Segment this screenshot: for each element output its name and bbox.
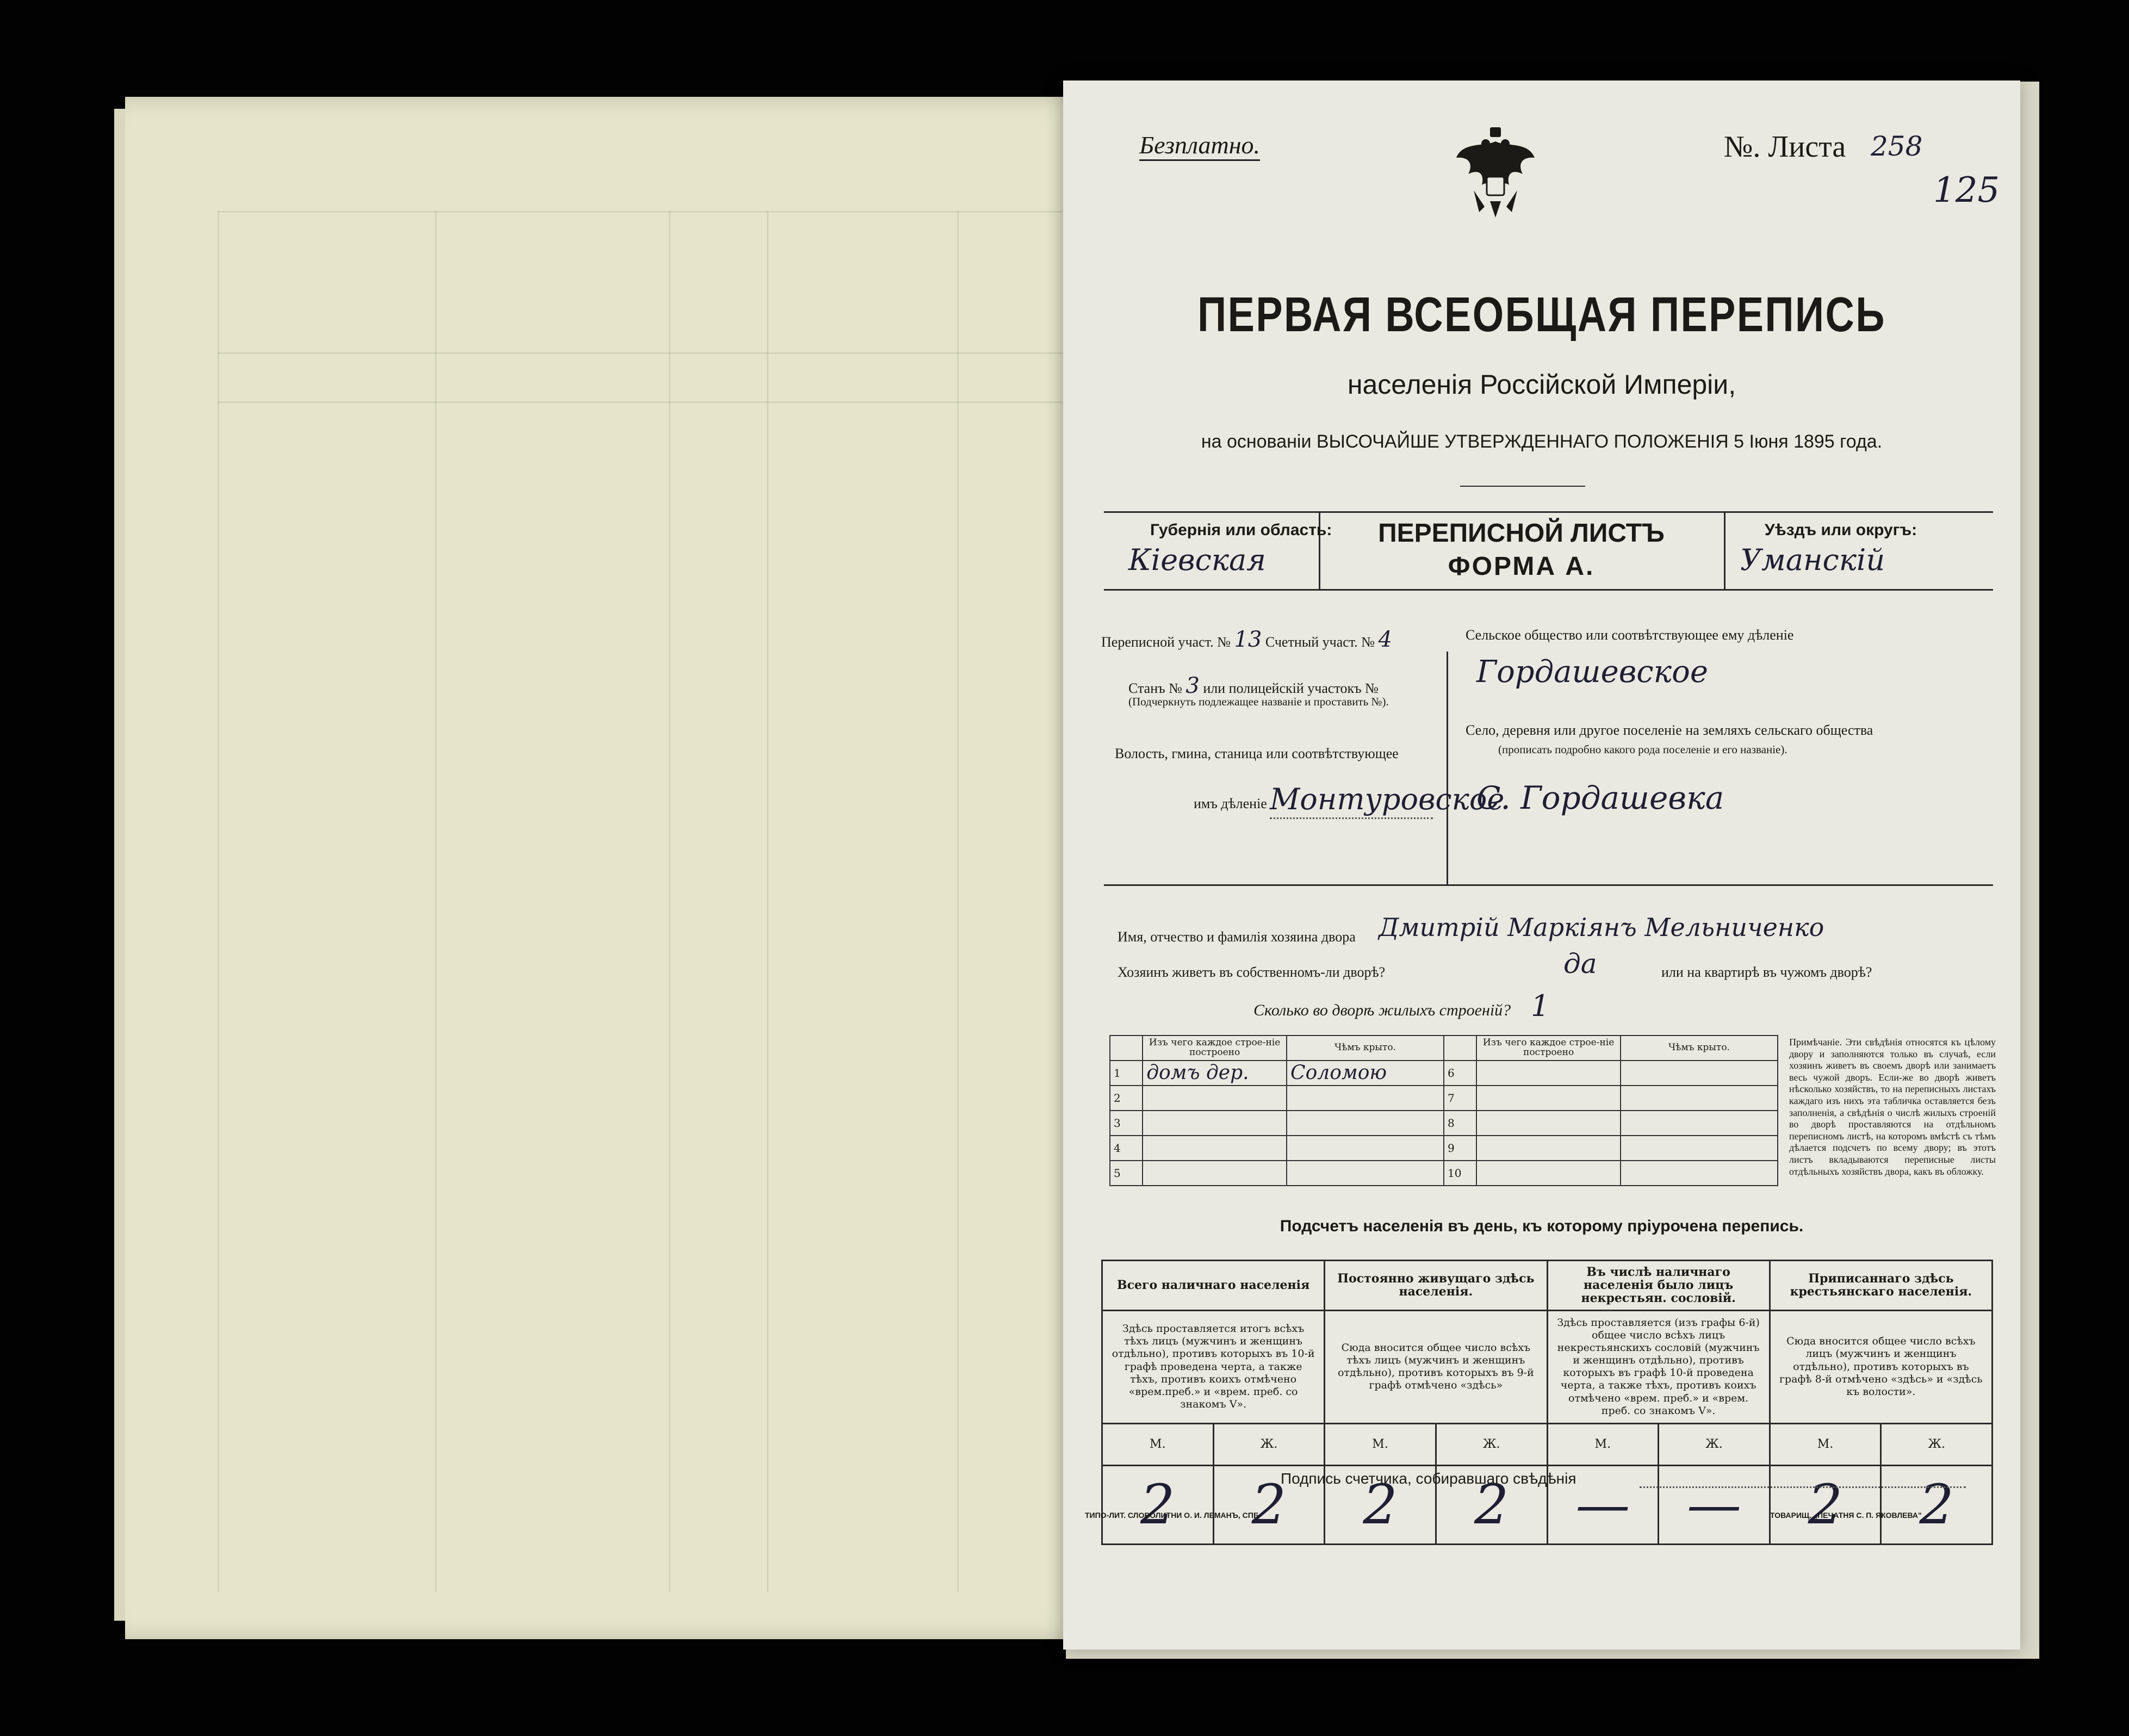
rent-label: или на квартирѣ въ чужомъ дворѣ? <box>1661 964 1872 980</box>
col-header: Въ числѣ наличнаго населенія было лицъ некрестьян. сословій. <box>1547 1261 1770 1311</box>
owner-label: Имя, отчество и фамилія хозяина двора <box>1118 929 1356 945</box>
free-label: Безплатно. <box>1139 131 1260 161</box>
list-title: ПЕРЕПИСНОЙ ЛИСТЪ <box>1378 519 1665 548</box>
bleed-through-line <box>957 211 959 1592</box>
ornament-divider <box>1460 486 1585 487</box>
owner-value: Дмитрій Маркіянъ Мельниченко <box>1379 913 1824 942</box>
male-count: 2 <box>1102 1465 1214 1544</box>
volost-value: Монтуровское <box>1270 782 1505 816</box>
bleed-through-line <box>218 401 1066 403</box>
bleed-through-line <box>218 211 1066 213</box>
female-count: 2 <box>1881 1465 1993 1544</box>
left-page <box>125 97 1082 1639</box>
male-label: М. <box>1770 1423 1881 1465</box>
footnote: Примѣчаніе. Эти свѣдѣнія относятся къ цѣлому двору и заполняются только въ случаѣ, если хозяинъ живетъ въ своемъ дворѣ или занимаетъ весь чужой дворъ. Если-же во дворѣ живетъ нѣсколько хозяйствъ, то на переписныхъ листахъ каждаго изъ нихъ эта табличка оставляется безъ заполненія, а свѣдѣнія о числѣ жилыхъ строеній во дворѣ проставляются на отдѣльномъ переписномъ листѣ, на которомъ вмѣстѣ съ тѣмъ дѣлается подсчетъ по всему двору; въ этотъ листъ вкладываются переписные листы отдѣльныхъ хозяйствъ двора, какъ въ обложку. <box>1789 1037 1996 1177</box>
selo-label: Село, деревня или другое поселеніе на земляхъ сельскаго общества <box>1466 722 1873 738</box>
own-yard-label: Хозяинъ живетъ въ собственномъ-ли дворѣ? <box>1118 964 1386 980</box>
male-count: 2 <box>1770 1465 1881 1544</box>
col-roof-header: Чѣмъ крыто. <box>1287 1036 1444 1061</box>
material-cell: домъ дер. <box>1143 1061 1287 1086</box>
male-count: 2 <box>1325 1465 1436 1544</box>
table-row: 1 домъ дер. Соломою 6 <box>1110 1061 1778 1086</box>
stan-field: Станъ № 3 или полицейскій участокъ № <box>1128 673 1379 698</box>
female-count: 2 <box>1436 1465 1547 1544</box>
obshchestvo-value: Гордашевское <box>1476 654 1708 690</box>
uezd-value: Уманскій <box>1740 543 1885 577</box>
female-count: 2 <box>1213 1465 1325 1544</box>
underline-note: (Подчеркнуть подлежащее названіе и проставить №). <box>1128 695 1389 708</box>
col-material-header: Изъ чего каждое строе-ніе построено <box>1143 1036 1287 1061</box>
buildings-table <box>1109 1035 1778 1186</box>
signature-line <box>1640 1486 1966 1488</box>
table-row: 5 10 <box>1110 1161 1778 1186</box>
col-description: Здѣсь проставляется итогъ всѣхъ тѣхъ лицъ (мужчинъ и женщинъ отдѣльно), противъ которыхъ въ 10-й графѣ проведена черта, а также тѣхъ, противъ коихъ отмѣчено «врем.преб.» и «врем. преб. со знакомъ V». <box>1102 1310 1325 1423</box>
female-label: Ж. <box>1213 1423 1325 1465</box>
printer-right: ТОВАРИЩ. „ПЕЧАТНЯ С. П. ЯКОВЛЕВА" <box>1770 1511 1922 1520</box>
col-header: Всего наличнаго населенія <box>1102 1261 1325 1311</box>
col-description: Здѣсь проставляется (изъ графы 6-й) общее число всѣхъ лицъ некрестьянскихъ сословій (мужчинъ и женщинъ отдѣльно), противъ которыхъ въ графѣ 10-й проведена черта, а также тѣхъ, противъ коихъ отмѣчено «врем. преб.» и «врем. преб. со знакомъ V». <box>1547 1310 1770 1423</box>
population-table <box>1101 1260 1993 1545</box>
bleed-through-line <box>218 352 1066 354</box>
col-description: Сюда вносится общее число всѣхъ тѣхъ лицъ (мужчинъ и женщинъ отдѣльно), противъ которыхъ въ 9-й графѣ отмѣчено «здѣсь» <box>1325 1310 1547 1423</box>
buildings-count-label: Сколько во дворѣ жилыхъ строеній? <box>1253 1001 1511 1019</box>
rule <box>1270 817 1433 819</box>
bleed-through-line <box>435 211 437 1592</box>
volost-label-2: имъ дѣленіе <box>1194 796 1267 811</box>
rule <box>1104 589 1993 591</box>
bleed-through-line <box>218 211 219 1592</box>
male-count: — <box>1547 1465 1659 1544</box>
sheet-number-label: №. Листа <box>1724 130 1846 164</box>
sheet-number-value: 258 <box>1871 131 1923 162</box>
bleed-through-line <box>767 211 768 1592</box>
form-title: ФОРМА А. <box>1448 552 1595 581</box>
main-title: ПЕРВАЯ ВСЕОБЩАЯ ПЕРЕПИСЬ <box>1197 288 1886 342</box>
obshchestvo-label: Сельское общество или соотвѣтствующее ему дѣленіе <box>1466 627 1794 643</box>
col-description: Сюда вносится общее число всѣхъ лицъ (мужчинъ и женщинъ отдѣльно), противъ которыхъ въ графѣ 8-й отмѣчено «здѣсь» и «здѣсь къ волости». <box>1770 1310 1992 1423</box>
male-label: М. <box>1547 1423 1659 1465</box>
volost-label: Волость, гмина, станица или соотвѣтствующее <box>1115 746 1399 761</box>
buildings-count-value: 1 <box>1531 989 1550 1023</box>
population-title: Подсчетъ населенія въ день, къ которому пріурочена перепись. <box>1280 1217 1804 1235</box>
col-header: Приписаннаго здѣсь крестьянскаго населенія. <box>1770 1261 1992 1311</box>
rule <box>1447 652 1448 885</box>
col-material-header: Изъ чего каждое строе-ніе построено <box>1476 1036 1621 1061</box>
male-label: М. <box>1102 1423 1214 1465</box>
table-row: 3 8 <box>1110 1111 1778 1136</box>
corner-number: 125 <box>1933 170 2000 210</box>
rule <box>1104 511 1993 513</box>
signature-label: Подпись счетчика, собиравшаго свѣдѣнія <box>1281 1470 1576 1487</box>
gubernia-value: Кіевская <box>1128 543 1266 577</box>
selo-note: (прописать подробно какого рода поселеніе и его названіе). <box>1498 743 1787 756</box>
col-header: Постоянно живущаго здѣсь населенія. <box>1325 1261 1547 1311</box>
printer-left: ТИПО-ЛИТ. СЛОВОЛИТНИ О. И. ЛЕМАНЪ, СПБ <box>1085 1511 1259 1520</box>
female-count: — <box>1659 1465 1770 1544</box>
own-yard-value: да <box>1563 948 1597 979</box>
rule <box>1104 884 1993 886</box>
subtitle: населенія Россійской Имперіи, <box>1347 369 1736 400</box>
uezd-label: Уѣздъ или округъ: <box>1765 521 1917 539</box>
table-row: 4 9 <box>1110 1136 1778 1161</box>
col-roof-header: Чѣмъ крыто. <box>1621 1036 1778 1061</box>
female-label: Ж. <box>1881 1423 1993 1465</box>
female-label: Ж. <box>1436 1423 1547 1465</box>
selo-value: С. Гордашевка <box>1476 779 1724 816</box>
bleed-through-line <box>669 211 671 1592</box>
gubernia-label: Губернія или область: <box>1150 521 1332 539</box>
female-label: Ж. <box>1659 1423 1770 1465</box>
rule <box>1724 511 1725 591</box>
imperial-eagle-emblem <box>1452 125 1539 223</box>
roof-cell: Соломою <box>1287 1061 1444 1086</box>
table-row: 2 7 <box>1110 1086 1778 1111</box>
male-label: М. <box>1325 1423 1436 1465</box>
census-district-field: Переписной участ. № 13 Счетный участ. № 4 <box>1101 627 1392 652</box>
basis-line: на основаніи ВЫСОЧАЙШЕ УТВЕРЖДЕННАГО ПОЛОЖЕНІЯ 5 Іюня 1895 года. <box>1201 431 1883 452</box>
census-form-page <box>1063 80 2020 1650</box>
